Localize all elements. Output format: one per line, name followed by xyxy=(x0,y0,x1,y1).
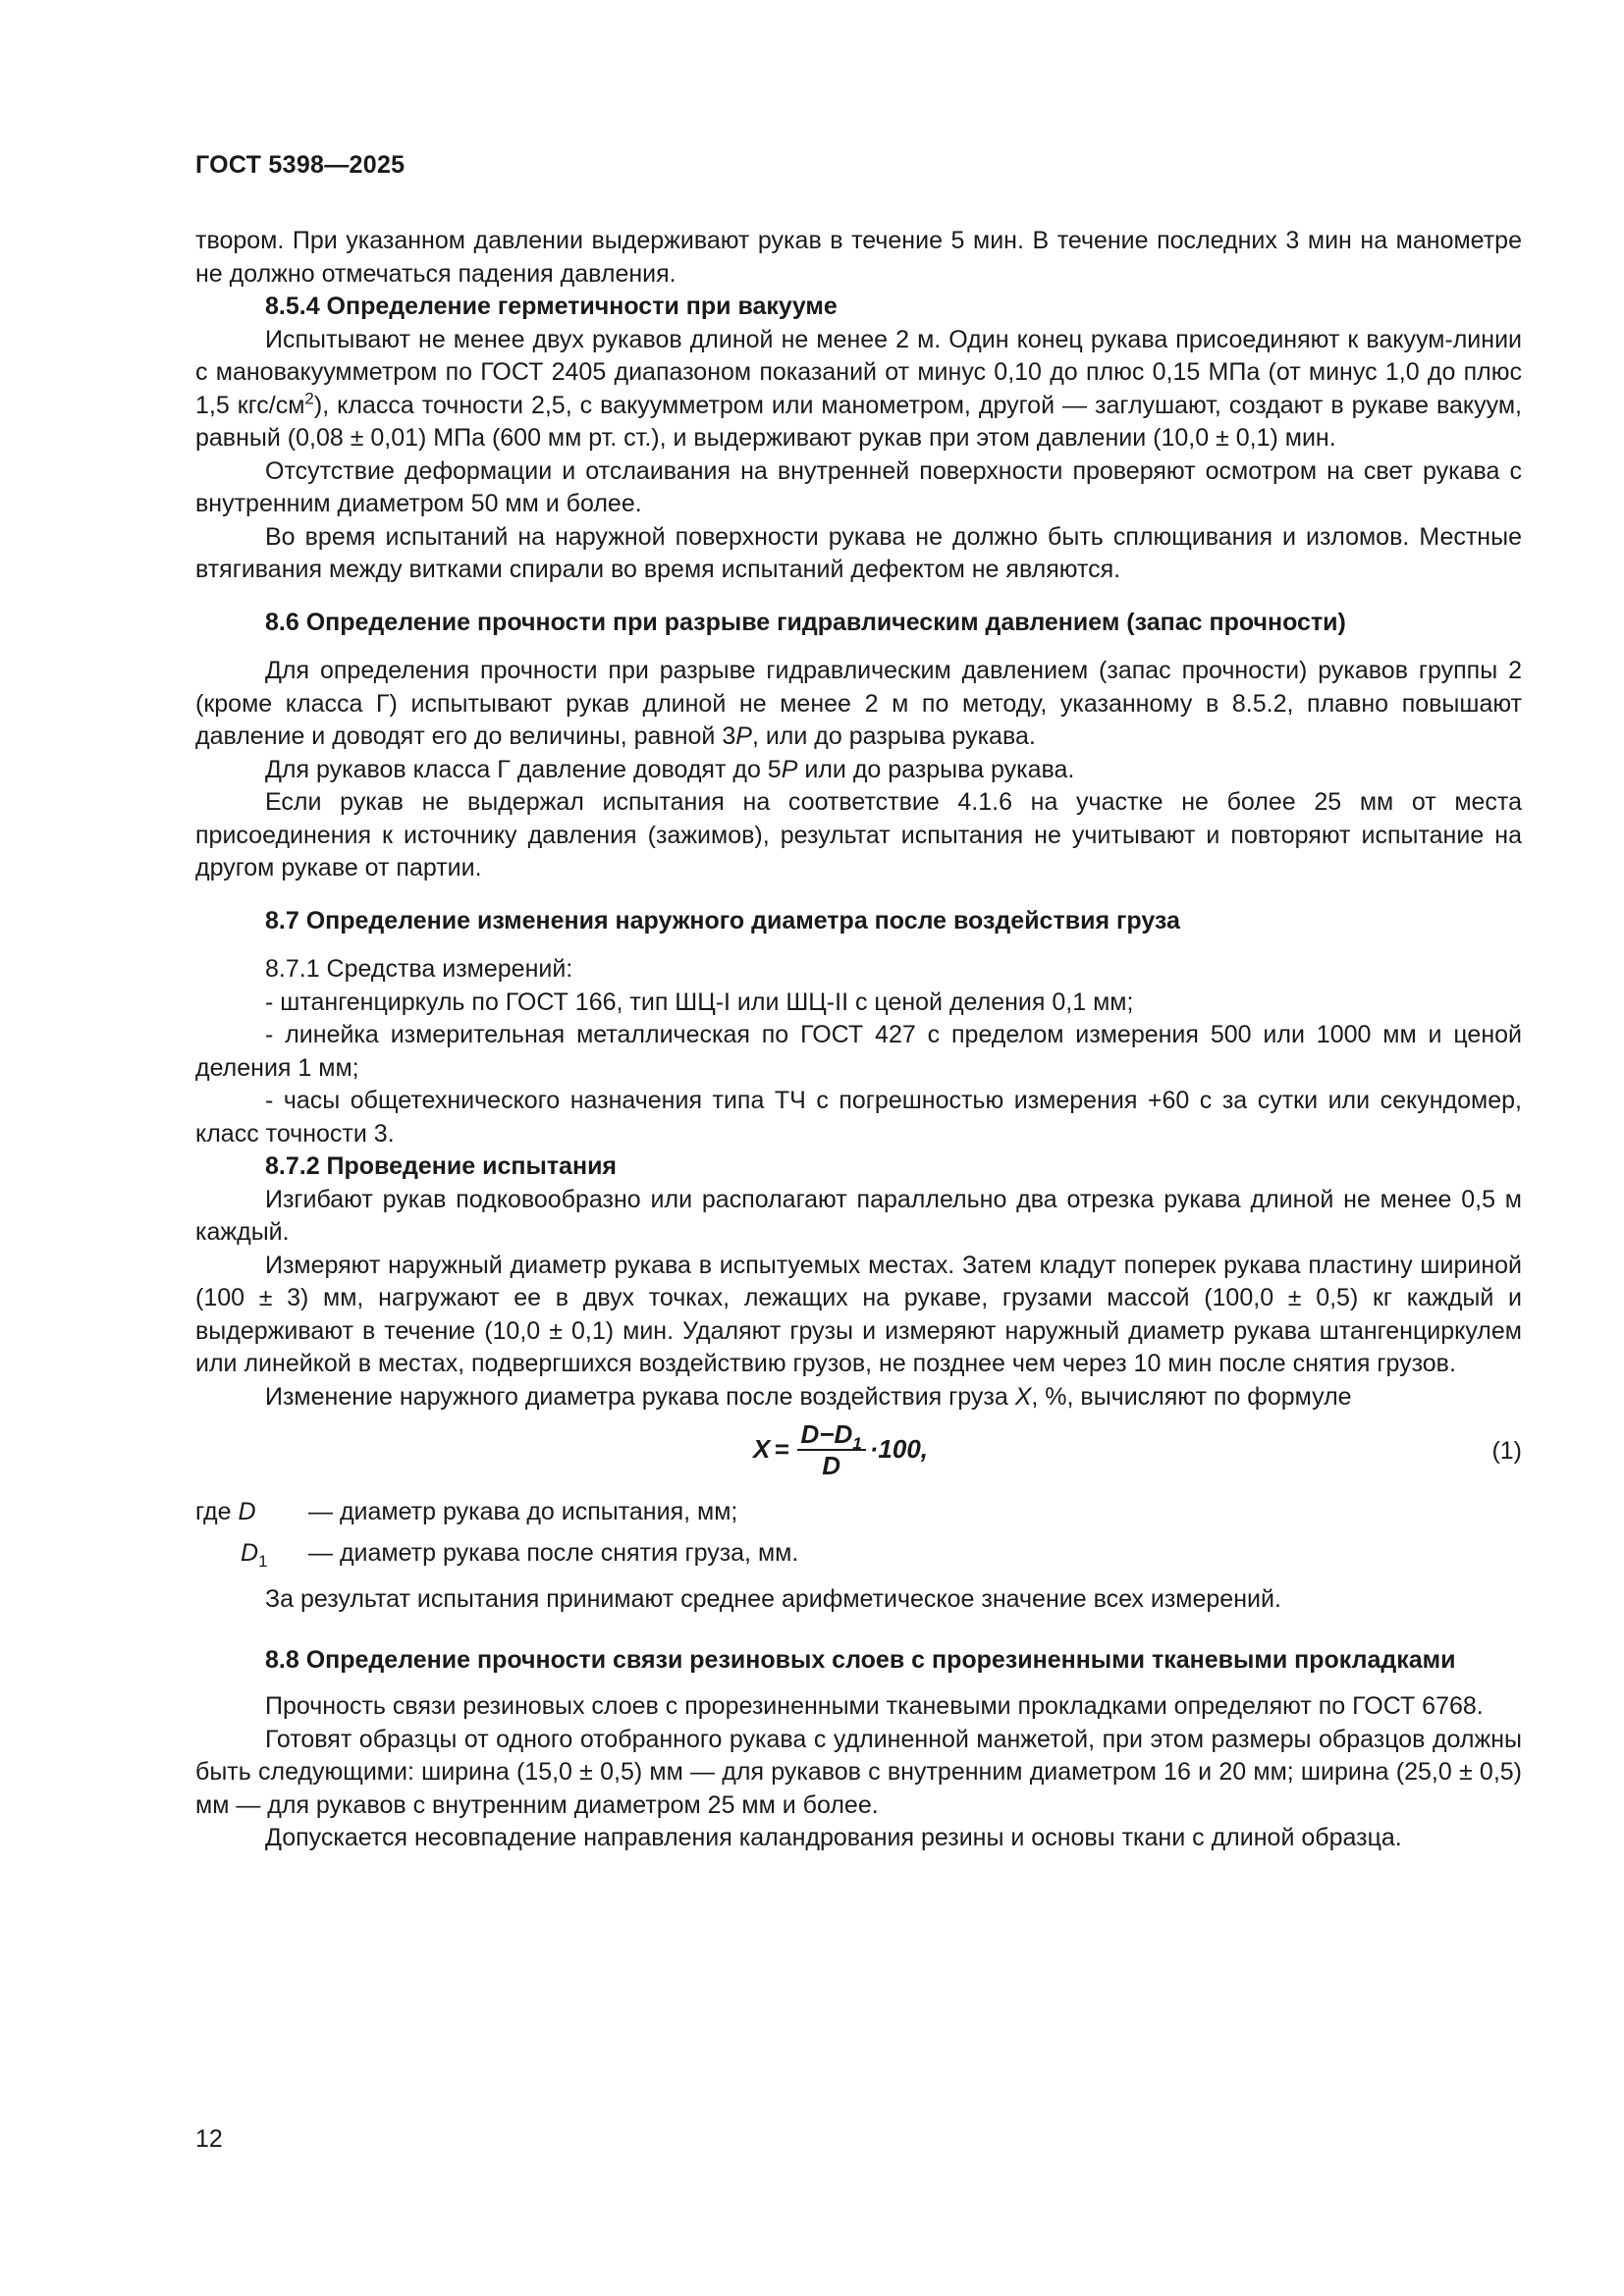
paragraph-vacuum-test: Испытывают не менее двух рукавов длиной не менее 2 м. Один конец рукава присоединяют к вакуум-линии с мановакуумметром по ГОСТ 2405 диапазоном показаний от минус 0,10 до плюс 0,15 МПа (от минус 1,0 до плюс 1,5 кгс/$см^2$), класса точности 2,5, с вакуумметром или манометром, другой — заглушают, создают в рукаве вакуум, равный (0,08 ± 0,01) МПа (600 мм рт. ст.), и выдерживают рукав при этом давлении (10,0 ± 0,1) мин. xyxy=(195,325,1523,452)
paragraph-flattening: Во время испытаний на наружной поверхности рукава не должно быть сплющивания и изломов. Местные втягивания между витками спирали во время испытаний дефектом не являются. xyxy=(195,522,1522,583)
list-item: - штангенциркуль по ГОСТ 166, тип ШЦ-I или ШЦ-II с ценой деления 0,1 мм; xyxy=(265,988,1134,1016)
paragraph-class-g: Для рукавов класса Г давление доводят до 5P или до разрыва рукава. xyxy=(265,755,1075,783)
document-body xyxy=(195,225,1522,1855)
paragraph-bend: Изгибают рукав подковообразно или располагают параллельно два отрезка рукава длиной не менее 0,5 м каждый. xyxy=(195,1185,1522,1246)
section-8-5-4-title: 8.5.4 Определение герметичности при вакууме xyxy=(265,293,838,320)
formula: X = $\frac{D-D_1}{D}$ ·100, xyxy=(753,1419,929,1480)
formula-fraction: $\frac{D-D_1}{D}$ xyxy=(797,1421,866,1478)
paragraph-samples: Готовят образцы от одного отобранного рукава с удлиненной манжетой, при этом размеры образцов должны быть следующими: ширина (15,0 ± 0,5) мм — для рукавов с внутренним диаметром 16 и 20 мм; ширина (25,0 ± 0,5) мм — для рукавов с внутренним диаметром 25 мм и более. xyxy=(195,1725,1522,1819)
paragraph-calendering: Допускается несовпадение направления каландрования резины и основы ткани с длиной образца. xyxy=(265,1824,1402,1851)
paragraph-result: За результат испытания принимают среднее арифметическое значение всех измерений. xyxy=(265,1585,1281,1613)
paragraph-burst-strength: Для определения прочности при разрыве гидравлическим давлением (запас прочности) рукавов группы 2 (кроме класса Г) испытывают рукав длиной не менее 2 м по методу, указанному в 8.5.2, плавно повышают давление и доводят его до величины, равной 3P, или до разрыва рукава. xyxy=(195,657,1522,750)
formula-legend-row: $D_1$ — диаметр рукава после снятия груза, мм. xyxy=(241,1538,799,1571)
section-8-7-2-title: 8.7.2 Проведение испытания xyxy=(265,1152,618,1180)
formula-legend-row: где D — диаметр рукава до испытания, мм; xyxy=(195,1498,738,1525)
list-item: - часы общетехнического назначения типа ТЧ с погрешностью измерения +60 с за сутки или секундомер, класс точности 3. xyxy=(195,1087,1522,1148)
section-8-7-title: 8.7 Определение изменения наружного диаметра после воздействия груза xyxy=(265,906,1180,934)
paragraph-adhesion: Прочность связи резиновых слоев с прорезиненными тканевыми прокладками определяют по ГОСТ 6768. xyxy=(265,1692,1484,1720)
list-item: - линейка измерительная металлическая по ГОСТ 427 с пределом измерения 500 или 1000 мм и ценой деления 1 мм; xyxy=(195,1021,1522,1082)
paragraph-continuation: твором. При указанном давлении выдерживают рукав в течение 5 мин. В течение последних 3 мин на манометре не должно отмечаться падения давления. xyxy=(195,227,1522,288)
paragraph-measure: Измеряют наружный диаметр рукава в испытуемых местах. Затем кладут поперек рукава пластину шириной (100 ± 3) мм, нагружают ее в двух точках, лежащих на рукаве, грузами массой (100,0 ± 0,5) кг каждый и выдерживают в течение (10,0 ± 0,1) мин. Удаляют грузы и измеряют наружный диаметр рукава штангенциркулем или линейкой в местах, подвергшихся воздействию грузов, не позднее чем через 10 мин после снятия грузов. xyxy=(195,1251,1522,1377)
paragraph-formula-intro: Изменение наружного диаметра рукава после воздействия груза X, %, вычисляют по формуле xyxy=(265,1382,1352,1411)
section-8-8-title: 8.8 Определение прочности связи резиновых слоев с прорезиненными тканевыми прокладками xyxy=(265,1645,1456,1674)
formula-row xyxy=(195,1419,1522,1480)
equation-number: (1) xyxy=(1491,1437,1522,1465)
page-number: 12 xyxy=(195,2125,223,2153)
paragraph-deformation: Отсутствие деформации и отслаивания на внутренней поверхности проверяют осмотром на свет рукава с внутренним диаметром 50 мм и более. xyxy=(195,456,1522,517)
paragraph-8-7-1: 8.7.1 Средства измерений: xyxy=(265,955,573,983)
document-header: ГОСТ 5398—2025 xyxy=(195,151,406,179)
paragraph-retest: Если рукав не выдержал испытания на соответствие 4.1.6 на участке не более 25 мм от места присоединения к источнику давления (зажимов), результат испытания не учитывают и повторяют испытание на другом рукаве от партии. xyxy=(195,788,1522,881)
section-8-6-title: 8.6 Определение прочности при разрыве гидравлическим давлением (запас прочности) xyxy=(265,608,1346,636)
